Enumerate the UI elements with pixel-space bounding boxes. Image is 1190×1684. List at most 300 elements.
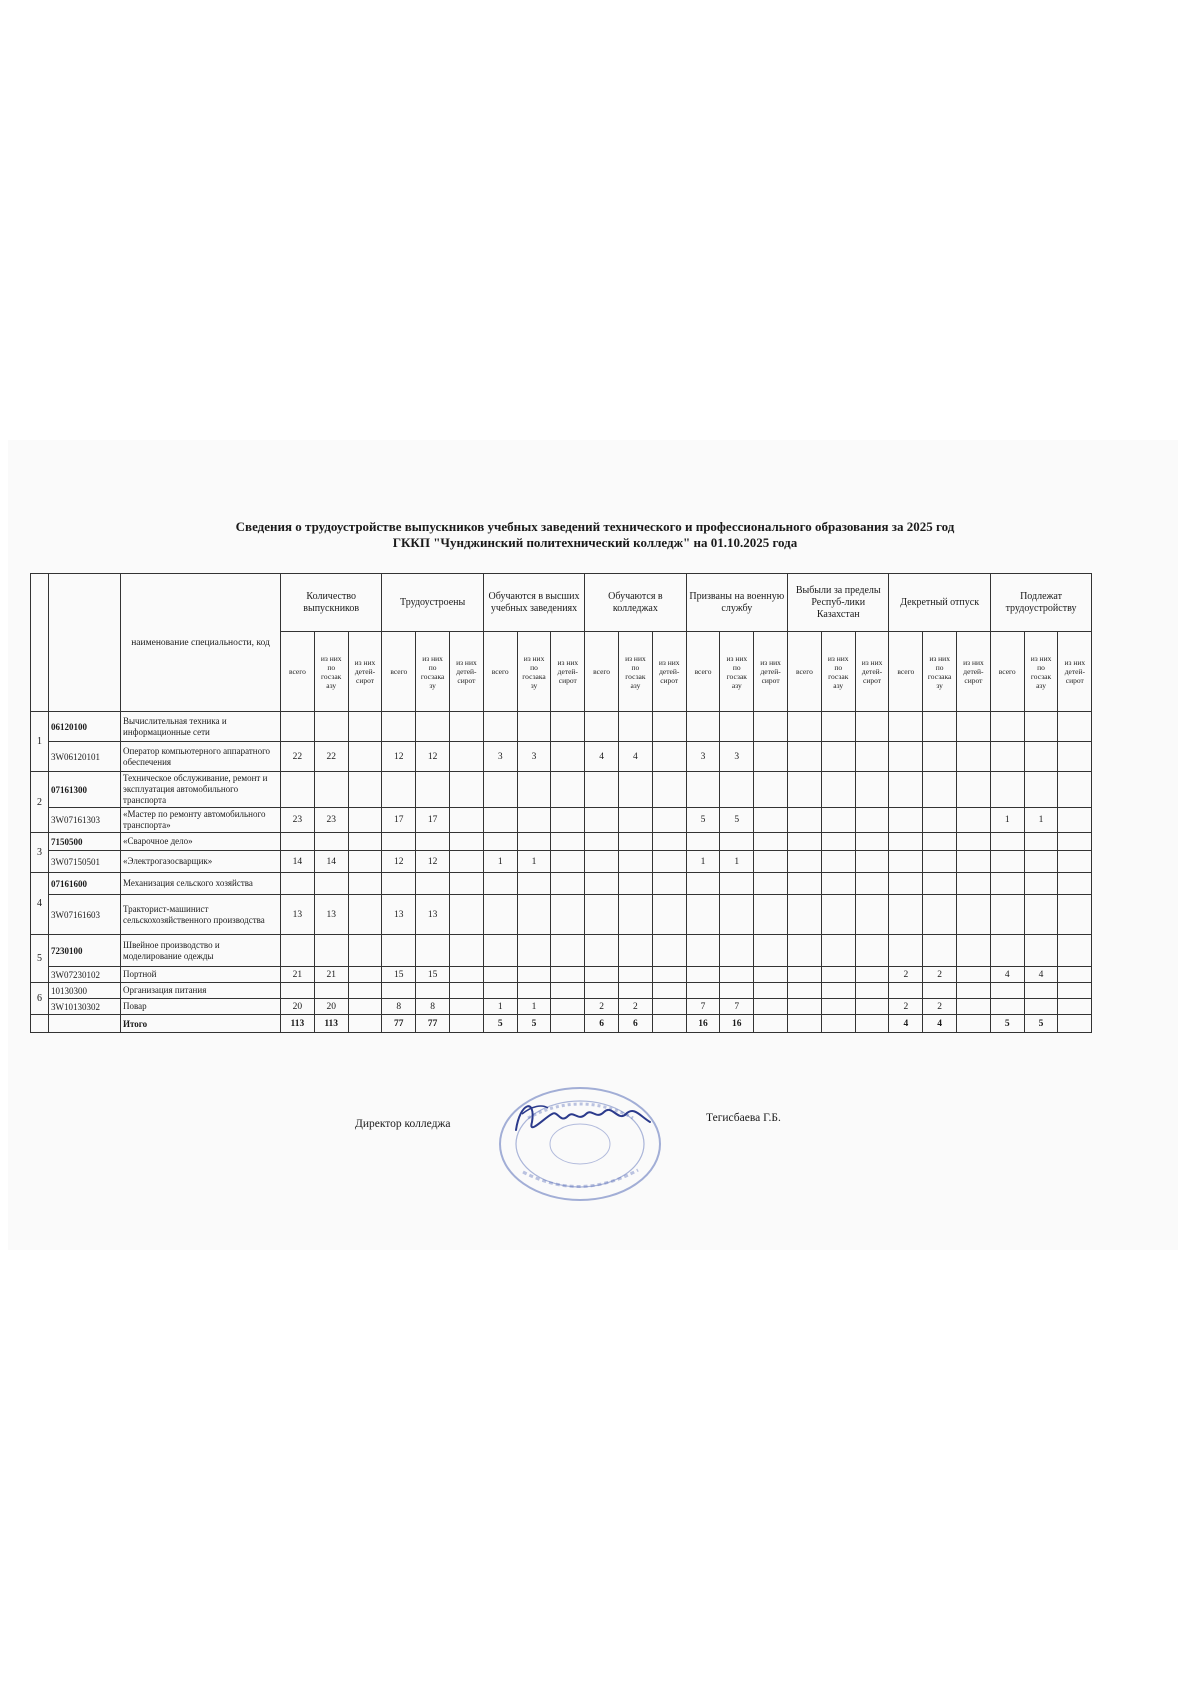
value-cell bbox=[990, 999, 1024, 1015]
empty-cell bbox=[855, 712, 889, 742]
value-cell bbox=[889, 742, 923, 772]
subheader-cell: всего bbox=[889, 632, 923, 712]
value-cell: 12 bbox=[416, 851, 450, 873]
value-cell: 23 bbox=[281, 808, 315, 833]
empty-cell bbox=[281, 873, 315, 895]
qualification-code: 3W07161603 bbox=[49, 895, 121, 935]
empty-cell bbox=[720, 983, 754, 999]
value-cell bbox=[551, 808, 585, 833]
value-cell bbox=[1058, 999, 1092, 1015]
value-cell: 23 bbox=[314, 808, 348, 833]
specialty-code: 7150500 bbox=[49, 833, 121, 851]
value-cell: 2 bbox=[585, 999, 619, 1015]
empty-cell bbox=[517, 712, 551, 742]
subheader-cell: из них по госзак азу bbox=[821, 632, 855, 712]
value-cell bbox=[619, 967, 653, 983]
total-value-cell: 5 bbox=[990, 1015, 1024, 1033]
value-cell bbox=[754, 895, 788, 935]
empty-cell bbox=[855, 873, 889, 895]
empty-cell bbox=[348, 772, 382, 808]
total-value-cell: 4 bbox=[923, 1015, 957, 1033]
total-value-cell: 6 bbox=[619, 1015, 653, 1033]
value-cell bbox=[652, 851, 686, 873]
empty-cell bbox=[416, 833, 450, 851]
empty-cell bbox=[754, 833, 788, 851]
subheader-cell: всего bbox=[585, 632, 619, 712]
qualification-code: 3W06120101 bbox=[49, 742, 121, 772]
empty-cell bbox=[652, 772, 686, 808]
total-value-cell: 16 bbox=[686, 1015, 720, 1033]
value-cell: 2 bbox=[619, 999, 653, 1015]
value-cell bbox=[855, 742, 889, 772]
value-cell bbox=[517, 967, 551, 983]
total-row bbox=[31, 1015, 1092, 1033]
total-value-cell: 5 bbox=[483, 1015, 517, 1033]
value-cell bbox=[957, 967, 991, 983]
empty-cell bbox=[314, 772, 348, 808]
specialty-row bbox=[31, 935, 1092, 967]
empty-cell bbox=[720, 833, 754, 851]
group-header-colleges: Обучаются в колледжах bbox=[585, 574, 686, 632]
empty-cell bbox=[686, 772, 720, 808]
empty-cell bbox=[686, 983, 720, 999]
value-cell: 4 bbox=[585, 742, 619, 772]
value-cell bbox=[957, 851, 991, 873]
qualification-code: 3W10130302 bbox=[49, 999, 121, 1015]
value-cell: 7 bbox=[720, 999, 754, 1015]
empty-cell bbox=[483, 983, 517, 999]
empty-cell bbox=[551, 983, 585, 999]
value-cell: 1 bbox=[517, 999, 551, 1015]
value-cell bbox=[821, 808, 855, 833]
value-cell bbox=[1058, 808, 1092, 833]
value-cell bbox=[1058, 967, 1092, 983]
value-cell bbox=[821, 967, 855, 983]
value-cell bbox=[652, 742, 686, 772]
empty-cell bbox=[619, 833, 653, 851]
total-value-cell: 113 bbox=[281, 1015, 315, 1033]
empty-cell bbox=[652, 983, 686, 999]
value-cell: 1 bbox=[990, 808, 1024, 833]
empty-cell bbox=[889, 873, 923, 895]
value-cell: 14 bbox=[281, 851, 315, 873]
total-value-cell: 5 bbox=[517, 1015, 551, 1033]
empty-cell bbox=[1024, 772, 1058, 808]
empty-cell bbox=[450, 833, 484, 851]
subheader-cell: из них детей-сирот bbox=[652, 632, 686, 712]
document-title: Сведения о трудоустройстве выпускников учебных заведений технического и профессионального образования за 2025 год bbox=[235, 519, 955, 534]
value-cell bbox=[450, 808, 484, 833]
empty-cell bbox=[821, 772, 855, 808]
value-cell: 2 bbox=[923, 999, 957, 1015]
value-cell: 1 bbox=[483, 851, 517, 873]
value-cell bbox=[348, 895, 382, 935]
value-cell: 3 bbox=[483, 742, 517, 772]
group-header-maternity: Декретный отпуск bbox=[889, 574, 990, 632]
director-position: Директор колледжа bbox=[355, 1118, 451, 1130]
empty-cell bbox=[348, 833, 382, 851]
empty-cell bbox=[788, 873, 822, 895]
value-cell bbox=[990, 851, 1024, 873]
empty-cell bbox=[855, 772, 889, 808]
specialty-code: 06120100 bbox=[49, 712, 121, 742]
value-cell: 12 bbox=[382, 742, 416, 772]
empty-cell bbox=[923, 873, 957, 895]
total-value-cell: 77 bbox=[416, 1015, 450, 1033]
qualification-code: 3W07230102 bbox=[49, 967, 121, 983]
director-name: Тегисбаева Г.Б. bbox=[706, 1112, 781, 1124]
empty-cell bbox=[720, 935, 754, 967]
empty-cell bbox=[314, 833, 348, 851]
empty-cell bbox=[585, 712, 619, 742]
empty-cell bbox=[450, 772, 484, 808]
empty-cell bbox=[754, 983, 788, 999]
value-cell: 15 bbox=[416, 967, 450, 983]
subheader-cell: всего bbox=[788, 632, 822, 712]
empty-cell bbox=[382, 935, 416, 967]
subheader-cell: из них по госзак азу bbox=[1024, 632, 1058, 712]
specialty-row bbox=[31, 983, 1092, 999]
specialty-code: 10130300 bbox=[49, 983, 121, 999]
value-cell: 8 bbox=[382, 999, 416, 1015]
qualification-name: Повар bbox=[121, 999, 281, 1015]
row-number: 3 bbox=[31, 833, 49, 873]
row-number: 1 bbox=[31, 712, 49, 772]
value-cell: 7 bbox=[686, 999, 720, 1015]
value-cell: 1 bbox=[483, 999, 517, 1015]
value-cell: 17 bbox=[416, 808, 450, 833]
empty-cell bbox=[1024, 935, 1058, 967]
total-value-cell: 113 bbox=[314, 1015, 348, 1033]
value-cell bbox=[348, 999, 382, 1015]
specialty-code: 7230100 bbox=[49, 935, 121, 967]
value-cell bbox=[585, 967, 619, 983]
subheader-cell: из них по госзак азу bbox=[619, 632, 653, 712]
value-cell bbox=[1024, 999, 1058, 1015]
empty-cell bbox=[990, 712, 1024, 742]
value-cell: 12 bbox=[382, 851, 416, 873]
value-cell: 1 bbox=[720, 851, 754, 873]
empty-cell bbox=[314, 983, 348, 999]
empty-cell bbox=[585, 772, 619, 808]
value-cell: 1 bbox=[1024, 808, 1058, 833]
subheader-cell: из них по госзак азу bbox=[314, 632, 348, 712]
empty-cell bbox=[416, 712, 450, 742]
qualification-row bbox=[31, 895, 1092, 935]
empty-cell bbox=[348, 712, 382, 742]
value-cell bbox=[957, 895, 991, 935]
specialty-name: Техническое обслуживание, ремонт и эксплуатация автомобильного транспорта bbox=[121, 772, 281, 808]
qualification-name: Портной bbox=[121, 967, 281, 983]
row-number: 6 bbox=[31, 983, 49, 1015]
empty-cell bbox=[652, 873, 686, 895]
empty-cell bbox=[619, 712, 653, 742]
empty-cell bbox=[416, 772, 450, 808]
value-cell bbox=[923, 895, 957, 935]
subheader-cell: всего bbox=[990, 632, 1024, 712]
total-value-cell: 77 bbox=[382, 1015, 416, 1033]
value-cell: 22 bbox=[281, 742, 315, 772]
specialty-row bbox=[31, 712, 1092, 742]
total-value-cell bbox=[957, 1015, 991, 1033]
value-cell bbox=[720, 895, 754, 935]
value-cell bbox=[754, 967, 788, 983]
value-cell: 2 bbox=[889, 999, 923, 1015]
empty-cell bbox=[957, 772, 991, 808]
empty-cell bbox=[957, 935, 991, 967]
subheader-cell: из них по госзак азу bbox=[720, 632, 754, 712]
subheader-cell: всего bbox=[483, 632, 517, 712]
value-cell bbox=[788, 851, 822, 873]
value-cell bbox=[551, 999, 585, 1015]
subheader-cell: из них детей-сирот bbox=[450, 632, 484, 712]
value-cell bbox=[348, 742, 382, 772]
value-cell bbox=[754, 742, 788, 772]
empty-cell bbox=[585, 833, 619, 851]
empty-cell bbox=[889, 772, 923, 808]
empty-cell bbox=[348, 873, 382, 895]
group-header-graduates: Количество выпускников bbox=[281, 574, 382, 632]
empty-cell bbox=[517, 935, 551, 967]
value-cell bbox=[450, 895, 484, 935]
subheader-cell: из них по госзака зу bbox=[416, 632, 450, 712]
value-cell bbox=[450, 742, 484, 772]
empty-cell bbox=[855, 833, 889, 851]
value-cell: 21 bbox=[281, 967, 315, 983]
row-number: 5 bbox=[31, 935, 49, 983]
empty-cell bbox=[551, 772, 585, 808]
empty-cell bbox=[652, 833, 686, 851]
total-value-cell bbox=[821, 1015, 855, 1033]
empty-cell bbox=[788, 983, 822, 999]
value-cell: 8 bbox=[416, 999, 450, 1015]
empty-cell bbox=[382, 873, 416, 895]
total-value-cell bbox=[348, 1015, 382, 1033]
empty-cell bbox=[551, 712, 585, 742]
empty-cell bbox=[720, 873, 754, 895]
group-header-employed: Трудоустроены bbox=[382, 574, 483, 632]
value-cell bbox=[686, 967, 720, 983]
specialty-code: 07161300 bbox=[49, 772, 121, 808]
value-cell: 3 bbox=[686, 742, 720, 772]
value-cell: 22 bbox=[314, 742, 348, 772]
value-cell bbox=[652, 895, 686, 935]
empty-cell bbox=[483, 772, 517, 808]
subheader-cell: из них детей-сирот bbox=[551, 632, 585, 712]
value-cell bbox=[990, 895, 1024, 935]
total-value-cell: 6 bbox=[585, 1015, 619, 1033]
specialty-name: Механизация сельского хозяйства bbox=[121, 873, 281, 895]
specialty-name: Организация питания bbox=[121, 983, 281, 999]
empty-cell bbox=[619, 935, 653, 967]
empty-cell bbox=[517, 772, 551, 808]
total-value-cell bbox=[551, 1015, 585, 1033]
empty-cell bbox=[31, 1015, 49, 1033]
qualification-name: «Мастер по ремонту автомобильного транспорта» bbox=[121, 808, 281, 833]
value-cell bbox=[754, 808, 788, 833]
empty-cell bbox=[720, 772, 754, 808]
value-cell: 20 bbox=[314, 999, 348, 1015]
empty-cell bbox=[551, 935, 585, 967]
value-cell bbox=[483, 895, 517, 935]
subheader-cell: всего bbox=[281, 632, 315, 712]
empty-cell bbox=[1058, 833, 1092, 851]
value-cell bbox=[957, 999, 991, 1015]
empty-cell bbox=[483, 712, 517, 742]
empty-cell bbox=[416, 935, 450, 967]
value-cell: 2 bbox=[923, 967, 957, 983]
specialty-row bbox=[31, 873, 1092, 895]
empty-cell bbox=[990, 935, 1024, 967]
value-cell bbox=[720, 967, 754, 983]
value-cell bbox=[450, 967, 484, 983]
total-value-cell: 4 bbox=[889, 1015, 923, 1033]
empty-cell bbox=[990, 772, 1024, 808]
value-cell bbox=[788, 967, 822, 983]
director-signature bbox=[508, 1092, 658, 1142]
value-cell: 3 bbox=[517, 742, 551, 772]
specialty-row bbox=[31, 833, 1092, 851]
value-cell: 20 bbox=[281, 999, 315, 1015]
value-cell bbox=[348, 808, 382, 833]
qualification-row bbox=[31, 999, 1092, 1015]
value-cell: 2 bbox=[889, 967, 923, 983]
empty-cell bbox=[314, 873, 348, 895]
empty-cell bbox=[1024, 983, 1058, 999]
value-cell: 14 bbox=[314, 851, 348, 873]
qualification-name: Тракторист-машинист сельскохозяйственного производства bbox=[121, 895, 281, 935]
qualification-name: «Электрогазосварщик» bbox=[121, 851, 281, 873]
empty-cell bbox=[281, 983, 315, 999]
empty-cell bbox=[855, 983, 889, 999]
empty-cell bbox=[314, 712, 348, 742]
empty-cell bbox=[923, 983, 957, 999]
empty-cell bbox=[483, 873, 517, 895]
empty-cell bbox=[754, 712, 788, 742]
value-cell bbox=[1058, 895, 1092, 935]
value-cell bbox=[348, 851, 382, 873]
total-value-cell bbox=[754, 1015, 788, 1033]
value-cell bbox=[821, 851, 855, 873]
empty-cell bbox=[281, 712, 315, 742]
empty-cell bbox=[348, 935, 382, 967]
value-cell bbox=[788, 999, 822, 1015]
empty-cell bbox=[517, 833, 551, 851]
qualification-name: Оператор компьютерного аппаратного обеспечения bbox=[121, 742, 281, 772]
empty-cell bbox=[1058, 712, 1092, 742]
specialty-row bbox=[31, 772, 1092, 808]
empty-cell bbox=[957, 833, 991, 851]
value-cell bbox=[788, 808, 822, 833]
value-cell bbox=[619, 808, 653, 833]
value-cell: 5 bbox=[686, 808, 720, 833]
specialty-name: Швейное производство и моделирование одежды bbox=[121, 935, 281, 967]
value-cell: 13 bbox=[281, 895, 315, 935]
value-cell bbox=[1024, 851, 1058, 873]
value-cell: 4 bbox=[990, 967, 1024, 983]
empty-cell bbox=[382, 712, 416, 742]
empty-cell bbox=[416, 873, 450, 895]
empty-cell bbox=[957, 983, 991, 999]
value-cell bbox=[551, 851, 585, 873]
empty-cell bbox=[821, 833, 855, 851]
empty-cell bbox=[652, 712, 686, 742]
empty-cell bbox=[754, 772, 788, 808]
empty-cell bbox=[957, 873, 991, 895]
value-cell bbox=[619, 851, 653, 873]
empty-cell bbox=[990, 983, 1024, 999]
total-value-cell bbox=[788, 1015, 822, 1033]
empty-cell bbox=[990, 833, 1024, 851]
subheader-cell: из них детей-сирот bbox=[957, 632, 991, 712]
qualification-code: 3W07161303 bbox=[49, 808, 121, 833]
value-cell bbox=[957, 742, 991, 772]
total-label: Итого bbox=[121, 1015, 281, 1033]
empty-cell bbox=[821, 873, 855, 895]
empty-cell bbox=[382, 983, 416, 999]
empty-cell bbox=[585, 873, 619, 895]
value-cell bbox=[1024, 895, 1058, 935]
group-header-to-employ: Подлежат трудоустройству bbox=[990, 574, 1091, 632]
value-cell bbox=[788, 742, 822, 772]
subheader-cell: из них детей-сирот bbox=[754, 632, 788, 712]
empty-cell bbox=[990, 873, 1024, 895]
value-cell bbox=[551, 895, 585, 935]
empty-cell bbox=[754, 935, 788, 967]
total-value-cell bbox=[855, 1015, 889, 1033]
value-cell: 1 bbox=[517, 851, 551, 873]
empty-cell bbox=[517, 983, 551, 999]
value-cell bbox=[585, 895, 619, 935]
subheader-cell: из них детей-сирот bbox=[348, 632, 382, 712]
empty-cell bbox=[889, 935, 923, 967]
empty-cell bbox=[686, 935, 720, 967]
total-value-cell: 16 bbox=[720, 1015, 754, 1033]
empty-cell bbox=[652, 935, 686, 967]
empty-cell bbox=[585, 983, 619, 999]
empty-cell bbox=[619, 873, 653, 895]
value-cell bbox=[923, 808, 957, 833]
specialty-code: 07161600 bbox=[49, 873, 121, 895]
value-cell bbox=[652, 967, 686, 983]
value-cell bbox=[450, 851, 484, 873]
value-cell bbox=[652, 808, 686, 833]
empty-cell bbox=[889, 983, 923, 999]
empty-cell bbox=[551, 873, 585, 895]
empty-cell bbox=[821, 935, 855, 967]
empty-cell bbox=[923, 772, 957, 808]
value-cell bbox=[889, 895, 923, 935]
value-cell bbox=[551, 742, 585, 772]
empty-cell bbox=[619, 772, 653, 808]
value-cell bbox=[990, 742, 1024, 772]
value-cell: 15 bbox=[382, 967, 416, 983]
value-cell bbox=[923, 742, 957, 772]
value-cell bbox=[483, 967, 517, 983]
row-number: 4 bbox=[31, 873, 49, 935]
document-subtitle: ГККП "Чунджинский политехнический колледж" на 01.10.2025 года bbox=[392, 535, 798, 550]
empty-cell bbox=[483, 935, 517, 967]
empty-cell bbox=[788, 712, 822, 742]
subheader-cell: из них по госзака зу bbox=[517, 632, 551, 712]
group-header-row bbox=[31, 574, 1092, 632]
code-header bbox=[49, 574, 121, 712]
empty-cell bbox=[450, 935, 484, 967]
empty-cell bbox=[855, 935, 889, 967]
empty-cell bbox=[686, 833, 720, 851]
value-cell: 13 bbox=[416, 895, 450, 935]
value-cell bbox=[855, 851, 889, 873]
